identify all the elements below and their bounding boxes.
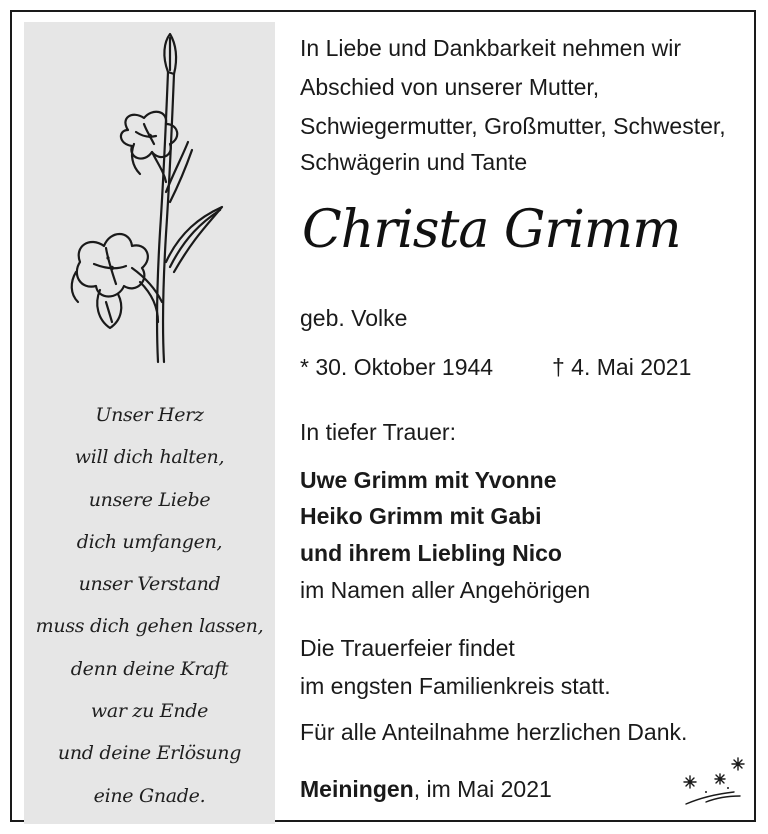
- funeral-line: Die Trauerfeier findet: [300, 635, 515, 661]
- mourner-line: Uwe Grimm mit Yvonne: [300, 467, 557, 493]
- poem-line: eine Gnade.: [93, 784, 206, 807]
- birth-date: * 30. Oktober 1944: [300, 354, 494, 380]
- poem-line: Unser Herz: [95, 404, 204, 426]
- sparkle-ornament-icon: [676, 752, 748, 808]
- intro-line: Abschied von unserer Mutter,: [300, 74, 600, 100]
- poem-line: unsere Liebe: [88, 488, 211, 511]
- maiden-name: geb. Volke: [300, 305, 408, 331]
- iris-flower-icon: [70, 32, 230, 372]
- thanks: Für alle Anteilnahme herzlichen Dank.: [300, 719, 688, 745]
- poem-line: unser Verstand: [78, 573, 221, 596]
- poem-line: denn deine Kraft: [70, 657, 229, 680]
- death-date: † 4. Mai 2021: [552, 354, 692, 380]
- poem-line: und deine Erlösung: [57, 742, 242, 765]
- funeral-line: im engsten Familienkreis statt.: [300, 673, 611, 699]
- deceased-name: Christa Grimm: [302, 200, 681, 260]
- poem: [24, 394, 275, 817]
- intro-line: Schwägerin und Tante: [300, 149, 528, 175]
- mourning-intro: In tiefer Trauer:: [300, 419, 456, 445]
- poem-line: war zu Ende: [90, 700, 209, 723]
- intro-line: Schwiegermutter, Großmutter, Schwester,: [300, 113, 726, 139]
- mourner-line: und ihrem Liebling Nico: [300, 540, 562, 566]
- place-date: [300, 776, 552, 803]
- on-behalf: im Namen aller Angehörigen: [300, 577, 591, 603]
- date-text: , im Mai 2021: [413, 776, 552, 802]
- poem-line: dich umfangen,: [76, 530, 223, 553]
- poem-line: muss dich gehen lassen,: [35, 615, 264, 638]
- intro-line: In Liebe und Dankbarkeit nehmen wir: [300, 35, 682, 61]
- place: Meiningen: [300, 776, 414, 802]
- mourner-line: Heiko Grimm mit Gabi: [300, 503, 542, 529]
- poem-line: will dich halten,: [74, 446, 225, 469]
